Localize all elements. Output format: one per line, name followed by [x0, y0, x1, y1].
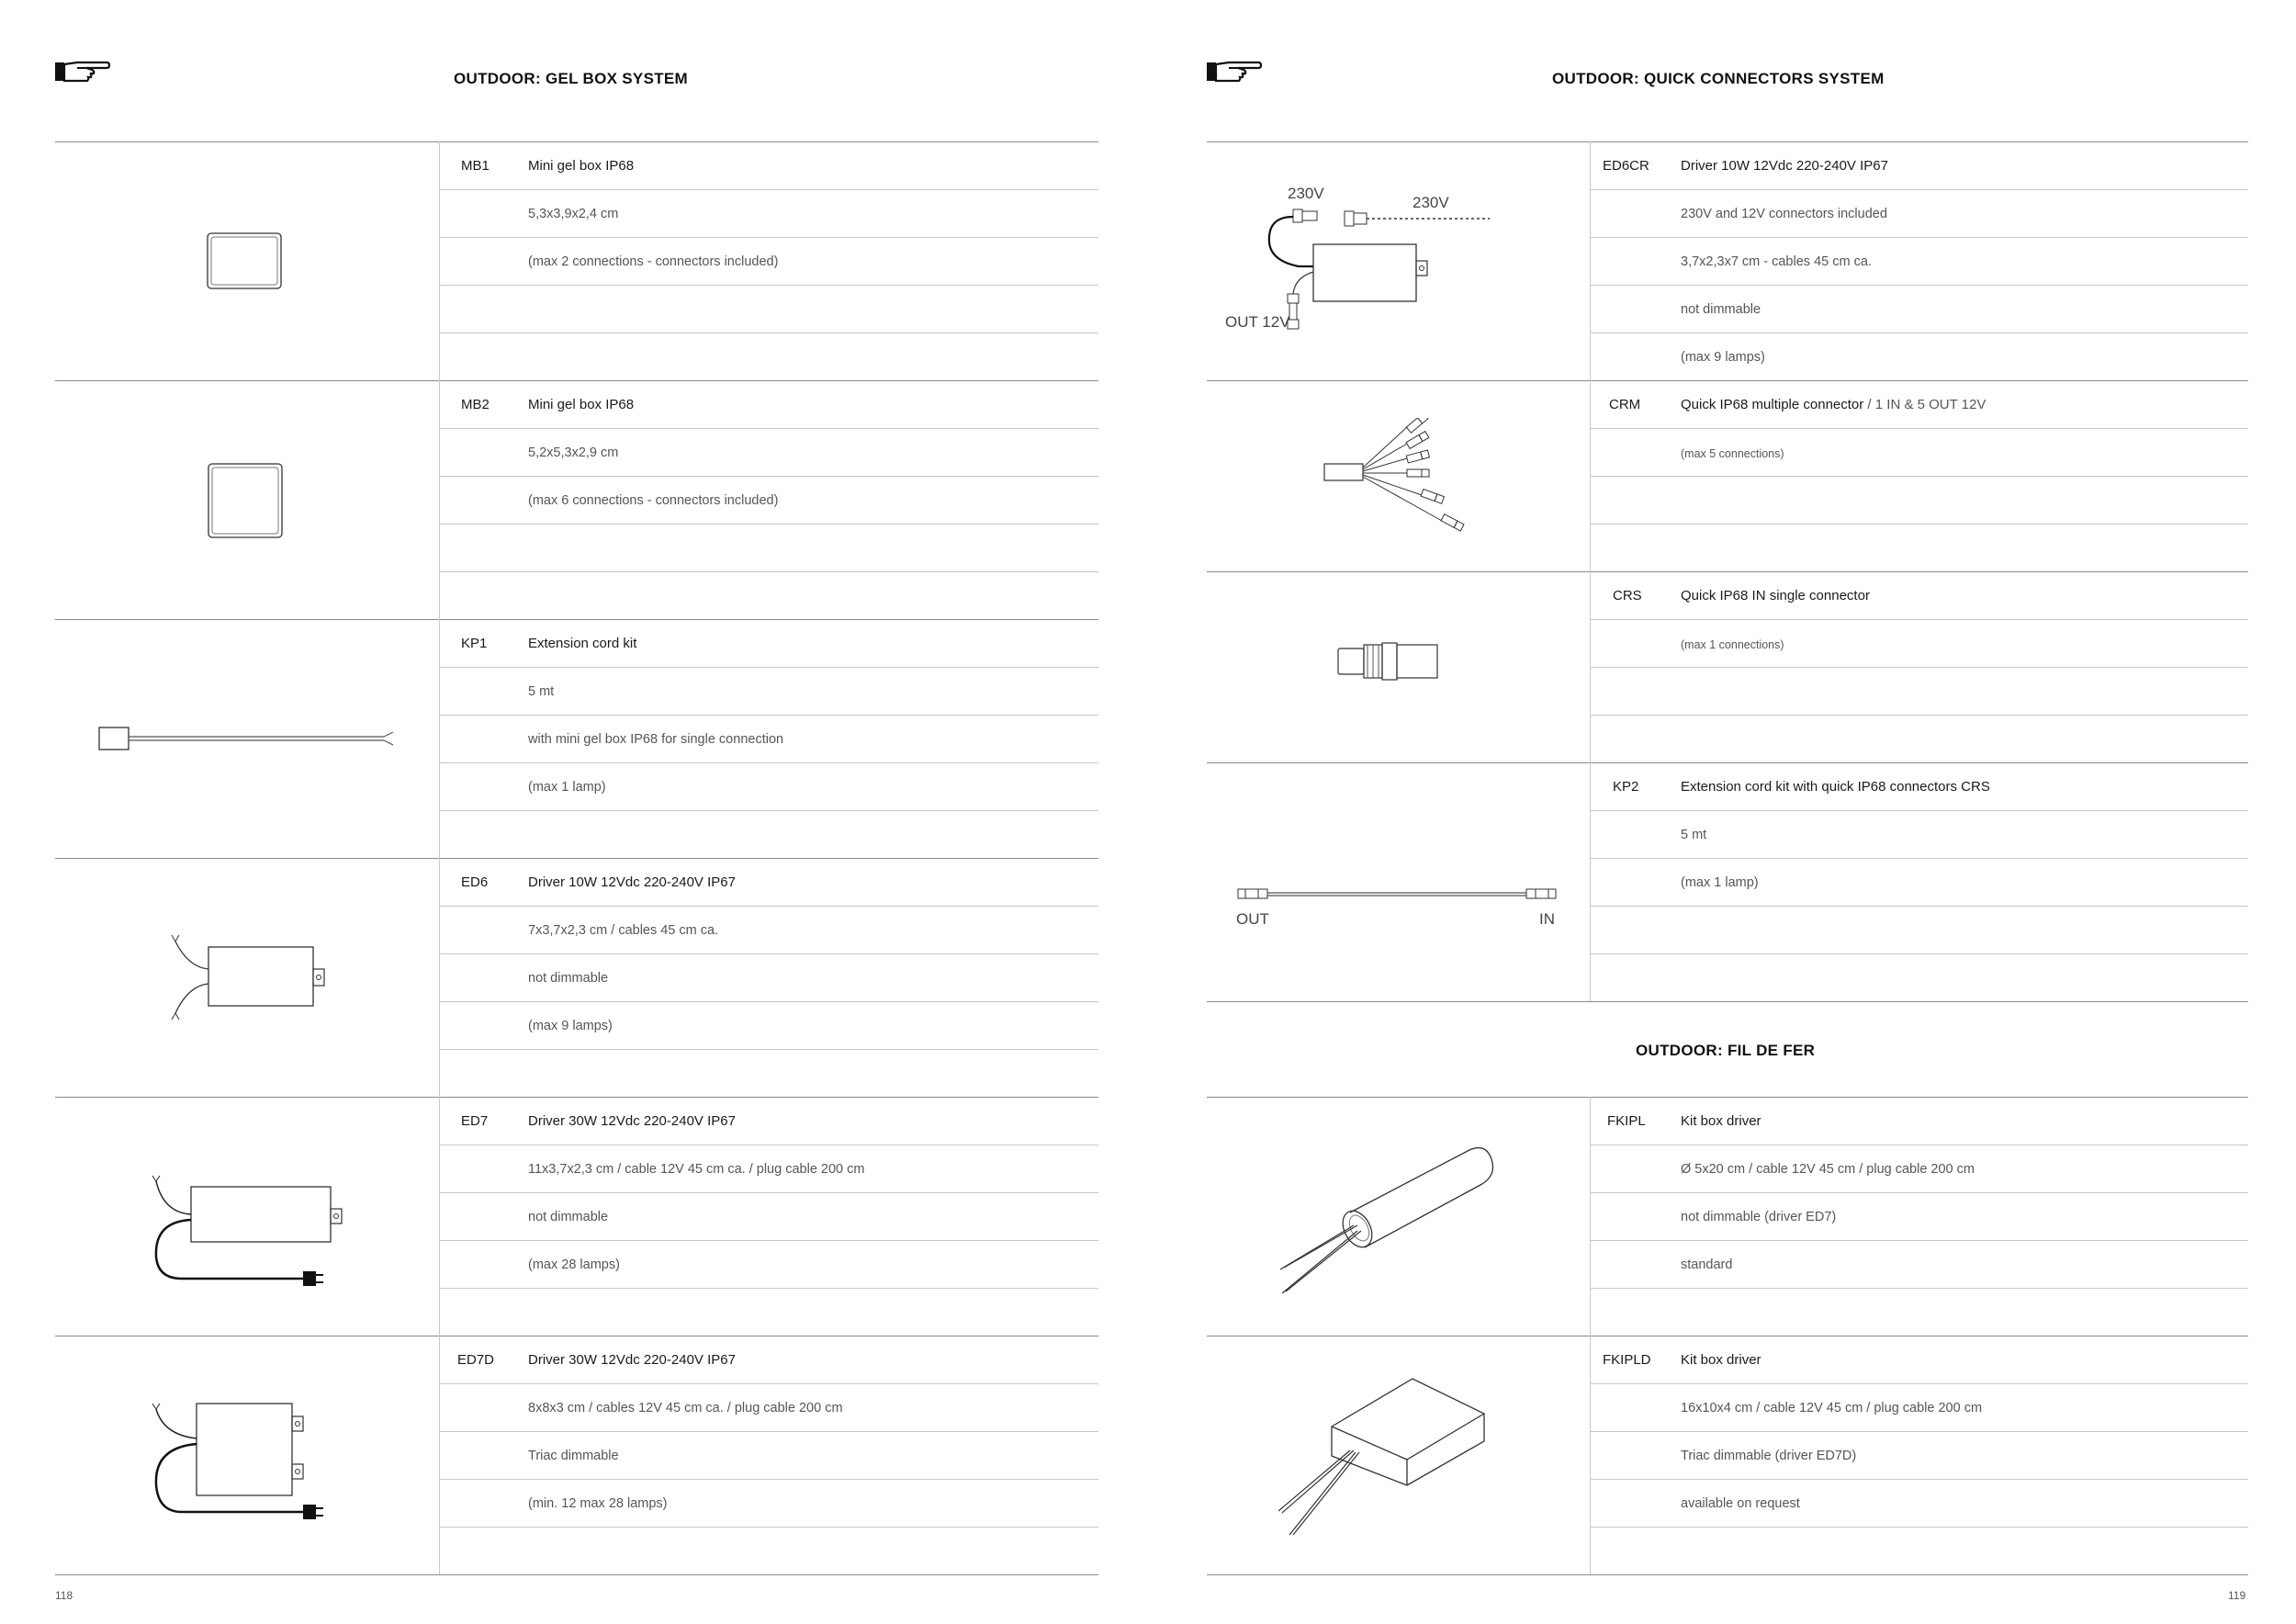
product-detail: Triac dimmable — [528, 1449, 619, 1463]
row-divider — [55, 380, 1098, 381]
column-divider — [439, 141, 440, 1574]
page-title: OUTDOOR: GEL BOX SYSTEM — [454, 70, 688, 87]
row-divider — [55, 1574, 1098, 1575]
column-divider — [1590, 1097, 1591, 1574]
product-code: ED7D — [457, 1352, 495, 1368]
product-detail: 5,3x3,9x2,4 cm — [528, 207, 619, 221]
product-detail: (max 1 lamp) — [528, 780, 606, 795]
diagram-label: OUT 12V — [1225, 313, 1290, 331]
product-detail: (max 2 connections - connectors included) — [528, 254, 779, 269]
product-code: FKIPL — [1607, 1113, 1646, 1129]
product-name: Driver 30W 12Vdc 220-240V IP67 — [528, 1113, 736, 1129]
page-title: OUTDOOR: QUICK CONNECTORS SYSTEM — [1552, 70, 1885, 87]
product-name: Kit box driver — [1681, 1113, 1761, 1129]
product-name: Kit box driver — [1681, 1352, 1761, 1368]
row-divider — [55, 619, 1098, 620]
product-detail: 230V and 12V connectors included — [1681, 207, 1887, 221]
product-code: MB2 — [461, 397, 490, 412]
product-detail: (max 1 lamp) — [1681, 875, 1759, 890]
right-page — [1148, 0, 2296, 1624]
diagram-label: OUT — [1236, 910, 1269, 928]
product-name: Quick IP68 IN single connector — [1681, 588, 1870, 603]
product-detail: not dimmable (driver ED7) — [1681, 1210, 1837, 1224]
product-detail: Triac dimmable (driver ED7D) — [1681, 1449, 1857, 1463]
diagram-label: IN — [1539, 910, 1555, 928]
product-detail: 5,2x5,3x2,9 cm — [528, 445, 619, 460]
product-code: CRM — [1609, 397, 1641, 412]
product-detail: 5 mt — [1681, 828, 1707, 842]
gel-box-image — [204, 459, 287, 542]
product-detail: available on request — [1681, 1496, 1800, 1511]
extension-cord-connectors-image — [1236, 884, 1567, 930]
product-detail: not dimmable — [528, 1210, 609, 1224]
multiple-connector-image — [1322, 418, 1479, 542]
product-detail: (max 9 lamps) — [1681, 350, 1765, 365]
product-detail: 7x3,7x2,3 cm / cables 45 cm ca. — [528, 923, 719, 938]
product-code: ED6 — [461, 874, 489, 890]
product-detail: 16x10x4 cm / cable 12V 45 cm / plug cable 200 cm — [1681, 1401, 1983, 1415]
product-name: Quick IP68 multiple connector / 1 IN & 5 OUT 12V — [1681, 397, 1986, 412]
product-detail: standard — [1681, 1257, 1733, 1272]
row-divider — [55, 141, 1098, 142]
page-number: 118 — [55, 1589, 73, 1602]
page-number: 119 — [2228, 1589, 2246, 1602]
product-detail: (max 1 connections) — [1681, 638, 1784, 651]
driver-plug-image — [145, 1174, 356, 1293]
single-connector-image — [1336, 636, 1465, 687]
product-detail: 3,7x2,3x7 cm - cables 45 cm ca. — [1681, 254, 1872, 269]
gel-box-image — [202, 230, 287, 292]
kit-box-driver-cylinder-image — [1277, 1130, 1497, 1304]
diagram-label: 230V — [1288, 185, 1324, 202]
product-code: KP2 — [1613, 779, 1639, 795]
product-code: FKIPLD — [1603, 1352, 1651, 1368]
row-divider — [55, 1097, 1098, 1098]
product-name: Driver 10W 12Vdc 220-240V IP67 — [528, 874, 736, 890]
product-detail: 5 mt — [528, 684, 555, 699]
product-detail: not dimmable — [1681, 302, 1761, 317]
product-name: Driver 10W 12Vdc 220-240V IP67 — [1681, 158, 1888, 174]
driver-plug-image — [145, 1398, 356, 1527]
product-detail: not dimmable — [528, 971, 609, 986]
product-detail: 8x8x3 cm / cables 12V 45 cm ca. / plug cable 200 cm — [528, 1401, 843, 1415]
product-name: Mini gel box IP68 — [528, 158, 635, 174]
product-detail: (max 9 lamps) — [528, 1019, 613, 1033]
product-name: Extension cord kit — [528, 636, 637, 651]
kit-box-driver-box-image — [1277, 1373, 1497, 1543]
column-divider — [1590, 141, 1591, 1001]
product-name: Mini gel box IP68 — [528, 397, 635, 412]
diagram-label: 230V — [1412, 194, 1449, 211]
product-name: Driver 30W 12Vdc 220-240V IP67 — [528, 1352, 736, 1368]
product-code: CRS — [1613, 588, 1642, 603]
driver-image — [161, 932, 335, 1024]
product-detail: (min. 12 max 28 lamps) — [528, 1496, 668, 1511]
product-detail: Ø 5x20 cm / cable 12V 45 cm / plug cable 200 cm — [1681, 1162, 1975, 1177]
product-name: Extension cord kit with quick IP68 connectors CRS — [1681, 779, 1990, 795]
product-detail: (max 5 connections) — [1681, 447, 1784, 460]
product-detail: 11x3,7x2,3 cm / cable 12V 45 cm ca. / plug cable 200 cm — [528, 1162, 865, 1177]
product-code: KP1 — [461, 636, 488, 651]
row-divider — [55, 858, 1098, 859]
product-code: ED6CR — [1603, 158, 1649, 174]
pointing-hand-icon — [55, 59, 110, 83]
product-code: ED7 — [461, 1113, 489, 1129]
product-code: MB1 — [461, 158, 490, 174]
driver-connectors-image — [1221, 180, 1570, 341]
section-title: OUTDOOR: FIL DE FER — [1636, 1042, 1816, 1059]
pointing-hand-icon — [1207, 59, 1262, 83]
product-detail: with mini gel box IP68 for single connection — [528, 732, 784, 747]
product-detail: (max 6 connections - connectors included) — [528, 493, 779, 508]
product-detail: (max 28 lamps) — [528, 1257, 620, 1272]
extension-cord-image — [92, 721, 404, 758]
